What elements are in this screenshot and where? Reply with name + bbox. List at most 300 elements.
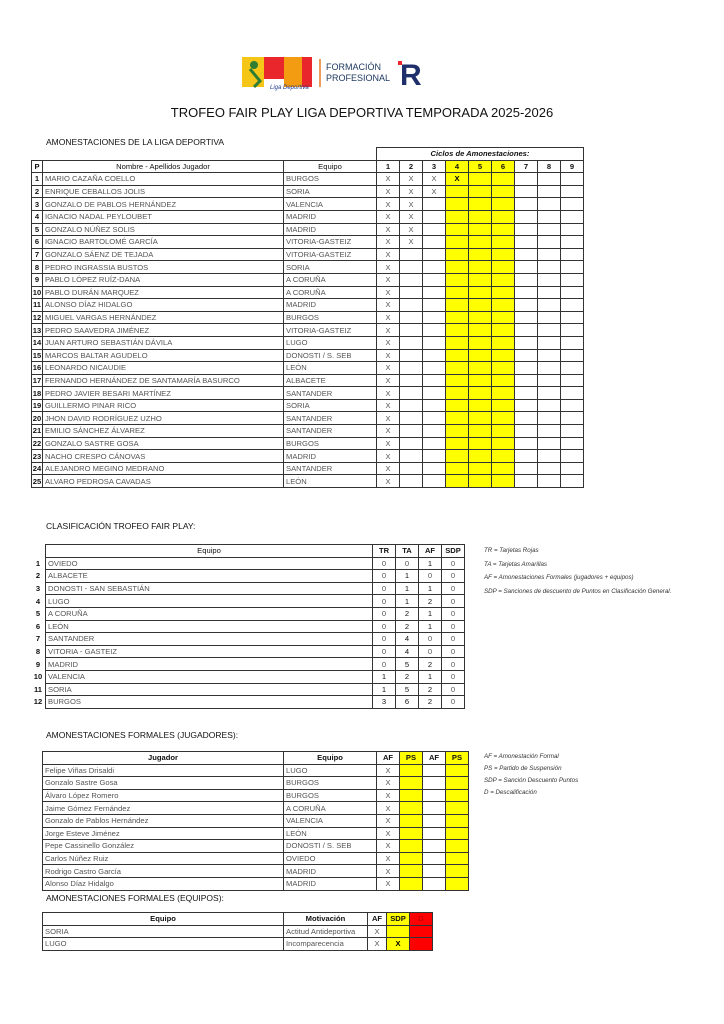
player-team: DONOSTI / S. SEB: [284, 349, 377, 362]
cycle-cell: [538, 185, 561, 198]
ranking-row: [31, 670, 465, 683]
formales-jugadores-heading: AMONESTACIONES FORMALES (JUGADORES):: [46, 730, 239, 740]
cycle-cell: [515, 387, 538, 400]
af1-mark: X: [377, 865, 400, 878]
player-name: GONZALO NÚÑEZ SOLIS: [43, 223, 284, 236]
af2-cell: [423, 840, 446, 853]
player-team: BURGOS: [284, 311, 377, 324]
row-position: 4: [32, 210, 43, 223]
af2-cell: [423, 764, 446, 777]
cycle-cell: [515, 425, 538, 438]
cycle-cell: [538, 210, 561, 223]
formal-team-row: [43, 938, 433, 951]
cycle-cell: [446, 475, 469, 488]
cycle-cell: [561, 223, 584, 236]
cycle-cell: [561, 412, 584, 425]
player-name: ALONSO DÍAZ HIDALGO: [43, 299, 284, 312]
stat-ta: 2: [396, 670, 419, 683]
player-row: [32, 349, 584, 362]
player-name: Carlos Núñez Ruiz: [43, 852, 284, 865]
cycle-cell: [400, 399, 423, 412]
player-name: EMILIO SÁNCHEZ ÁLVAREZ: [43, 425, 284, 438]
cycle-cell: [492, 286, 515, 299]
cycle-cell: [561, 185, 584, 198]
af-mark: X: [368, 938, 387, 951]
ranking-row: [31, 645, 465, 658]
cycle-cell: [423, 248, 446, 261]
cycle-cell: [400, 437, 423, 450]
ps2-cell: [446, 840, 469, 853]
legend-af: AF = Amonestación Formal: [484, 753, 559, 760]
cycle-cell: [446, 185, 469, 198]
player-row: [32, 425, 584, 438]
cycle-cell: [492, 210, 515, 223]
player-team: SORIA: [284, 261, 377, 274]
ps2-cell: [446, 814, 469, 827]
stat-ta: 5: [396, 683, 419, 696]
cycle-cell: [561, 261, 584, 274]
cycle-cell: [492, 412, 515, 425]
cycle-cell: [492, 173, 515, 186]
cycle-cell: [469, 412, 492, 425]
ranking-row: [31, 582, 465, 595]
player-name: ALEJANDRO MEGINO MEDRANO: [43, 462, 284, 475]
player-row: [32, 198, 584, 211]
rank-position: 6: [35, 621, 41, 631]
player-row: [32, 236, 584, 249]
formal-player-row: [43, 814, 469, 827]
cycle-cell: [400, 425, 423, 438]
row-position: 1: [32, 173, 43, 186]
cycle-cell: [400, 362, 423, 375]
row-position: 13: [32, 325, 42, 335]
cycle-mark: X: [377, 173, 400, 186]
col-af: AF: [368, 913, 387, 926]
stat-af: 0: [419, 645, 442, 658]
cycle-cell: [538, 299, 561, 312]
player-team: VITORIA-GASTEIZ: [284, 248, 377, 261]
stat-sdp: 0: [442, 633, 465, 646]
cycle-cell: [423, 324, 446, 337]
player-name: IGNACIO BARTOLOMÉ GARCÍA: [43, 236, 284, 249]
cycle-cell: [561, 387, 584, 400]
formal-player-row: [43, 789, 469, 802]
cycle-mark: X: [377, 412, 400, 425]
player-name: PEDRO SAAVEDRA JIMÉNEZ: [43, 324, 284, 337]
cycle-cell: [446, 387, 469, 400]
cycle-mark: X: [377, 450, 400, 463]
team-name: LUGO: [46, 595, 373, 608]
col-ta: TA: [396, 545, 419, 558]
player-name: GONZALO SASTRE GOSA: [43, 437, 284, 450]
cycle-cell: [469, 324, 492, 337]
sdp-mark: X: [387, 938, 410, 951]
cycle-cell: [469, 273, 492, 286]
cycle-cell: [561, 450, 584, 463]
cycle-cell: [469, 311, 492, 324]
amonestaciones-heading: AMONESTACIONES DE LA LIGA DEPORTIVA: [46, 137, 225, 147]
cycle-cell: [561, 374, 584, 387]
cycle-cell: [538, 324, 561, 337]
cycle-cell: [423, 236, 446, 249]
ps1-cell: [400, 764, 423, 777]
player-team: LEÓN: [284, 362, 377, 375]
cycle-cell: [400, 336, 423, 349]
player-row: [32, 210, 584, 223]
col-equipo: Equipo: [46, 545, 373, 558]
cycle-cell: [446, 425, 469, 438]
cycle-cell: [515, 236, 538, 249]
formales-equipos-heading: AMONESTACIONES FORMALES (EQUIPOS):: [46, 893, 224, 903]
cycle-cell: [446, 273, 469, 286]
cycle-mark: X: [400, 173, 423, 186]
stat-ta: 1: [396, 595, 419, 608]
cycle-cell: [561, 311, 584, 324]
ps2-cell: [446, 865, 469, 878]
stat-af: 1: [419, 557, 442, 570]
fpu-logo-icon: [240, 53, 430, 93]
player-name: GUILLERMO PINAR RICO: [43, 399, 284, 412]
col-tr: TR: [373, 545, 396, 558]
cycle-cell: [561, 236, 584, 249]
cycle-cell: [423, 210, 446, 223]
player-name: MARIO CAZAÑA COELLO: [43, 173, 284, 186]
formal-player-row: [43, 852, 469, 865]
player-team: MADRID: [284, 877, 377, 890]
ranking-row: [31, 570, 465, 583]
team-name: ALBACETE: [46, 570, 373, 583]
cycle-cell: [515, 437, 538, 450]
af1-mark: X: [377, 789, 400, 802]
cycle-cell: [446, 236, 469, 249]
cycle-cell: [538, 311, 561, 324]
team-name: LUGO: [43, 938, 284, 951]
legend-af: AF = Amonestaciones Formales (jugadores + equipos): [484, 574, 634, 581]
player-team: BURGOS: [284, 789, 377, 802]
cycle-cell: [538, 198, 561, 211]
stat-tr: 1: [373, 670, 396, 683]
player-row: [32, 450, 584, 463]
col-sdp: SDP: [387, 913, 410, 926]
stat-af: 2: [419, 658, 442, 671]
ps2-cell: [446, 877, 469, 890]
cycle-cell: [515, 412, 538, 425]
cycle-mark: X: [377, 223, 400, 236]
clasificacion-heading: CLASIFICACIÓN TROFEO FAIR PLAY:: [46, 521, 196, 531]
af2-cell: [423, 789, 446, 802]
cycle-cell: [515, 311, 538, 324]
cycle-cell: [538, 462, 561, 475]
col-cycle-5: 5: [469, 160, 492, 173]
team-name: BURGOS: [46, 696, 373, 709]
stat-ta: 5: [396, 658, 419, 671]
motivation: Actitud Antideportiva: [284, 925, 368, 938]
cycle-cell: [400, 311, 423, 324]
af1-mark: X: [377, 802, 400, 815]
cycle-cell: [561, 273, 584, 286]
cycle-cell: [469, 462, 492, 475]
stat-tr: 0: [373, 645, 396, 658]
col-equipo: Equipo: [284, 752, 377, 765]
row-position: 24: [32, 464, 42, 474]
player-row: [32, 336, 584, 349]
col-cycle-2: 2: [400, 160, 423, 173]
rank-position: 3: [35, 584, 41, 594]
cycle-cell: [515, 450, 538, 463]
col-team: Equipo: [284, 160, 377, 173]
cycle-cell: [446, 210, 469, 223]
player-name: ALVARO PEDROSA CAVADAS: [43, 475, 284, 488]
team-name: OVIEDO: [46, 557, 373, 570]
cycle-cell: [446, 324, 469, 337]
ranking-row: [31, 696, 465, 709]
col-af: AF: [419, 545, 442, 558]
d-mark: [410, 938, 433, 951]
cycle-cell: [400, 412, 423, 425]
stat-ta: 2: [396, 607, 419, 620]
motivation: Incomparecencia: [284, 938, 368, 951]
player-name: PABLO DURÁN MARQUEZ: [43, 286, 284, 299]
cycle-cell: [469, 387, 492, 400]
af1-mark: X: [377, 764, 400, 777]
cycle-cell: [400, 299, 423, 312]
stat-sdp: 0: [442, 582, 465, 595]
cycle-cell: [561, 210, 584, 223]
cycle-cell: [515, 273, 538, 286]
stat-af: 1: [419, 670, 442, 683]
player-team: SANTANDER: [284, 412, 377, 425]
af2-cell: [423, 777, 446, 790]
row-position: 16: [32, 363, 42, 373]
ranking-row: [31, 595, 465, 608]
player-row: [32, 475, 584, 488]
player-team: VITORIA-GASTEIZ: [284, 236, 377, 249]
cycle-cell: [400, 450, 423, 463]
col-cycle-4: 4: [446, 160, 469, 173]
cycle-cell: [515, 374, 538, 387]
cycle-cell: [515, 210, 538, 223]
player-team: SORIA: [284, 185, 377, 198]
player-row: [32, 311, 584, 324]
cycle-cell: [469, 336, 492, 349]
col-p: P: [32, 160, 43, 173]
cycle-cell: [446, 450, 469, 463]
col-af1: AF: [377, 752, 400, 765]
cycle-cell: [446, 286, 469, 299]
cycle-cell: [538, 362, 561, 375]
cycle-cell: [515, 462, 538, 475]
player-team: MADRID: [284, 210, 377, 223]
formal-player-row: [43, 865, 469, 878]
stat-tr: 1: [373, 683, 396, 696]
team-name: MADRID: [46, 658, 373, 671]
svg-text:FORMACIÓN: FORMACIÓN: [326, 62, 381, 72]
player-name: LEONARDO NICAUDIE: [43, 362, 284, 375]
stat-af: 0: [419, 633, 442, 646]
cycle-cell: [515, 248, 538, 261]
cycle-mark: X: [377, 311, 400, 324]
col-cycle-9: 9: [561, 160, 584, 173]
cycle-mark: X: [377, 349, 400, 362]
player-team: ALBACETE: [284, 374, 377, 387]
stat-ta: 6: [396, 696, 419, 709]
cycle-cell: [446, 248, 469, 261]
row-position: 11: [32, 300, 42, 310]
player-row: [32, 248, 584, 261]
row-position: 25: [32, 476, 42, 486]
stat-af: 2: [419, 696, 442, 709]
cycle-cell: [423, 387, 446, 400]
stat-af: 2: [419, 683, 442, 696]
player-row: [32, 462, 584, 475]
cycle-cell: [492, 223, 515, 236]
cycle-mark: X: [377, 324, 400, 337]
cycle-cell: [515, 324, 538, 337]
player-team: OVIEDO: [284, 852, 377, 865]
col-cycle-3: 3: [423, 160, 446, 173]
player-name: IGNACIO NADAL PEYLOUBET: [43, 210, 284, 223]
row-position: 10: [32, 287, 42, 297]
af1-mark: X: [377, 827, 400, 840]
cycle-cell: [515, 362, 538, 375]
cycle-cell: [492, 387, 515, 400]
cycle-mark: X: [377, 286, 400, 299]
cycle-cell: [538, 248, 561, 261]
cycle-cell: [538, 349, 561, 362]
row-position: 23: [32, 451, 42, 461]
af2-cell: [423, 852, 446, 865]
stat-sdp: 0: [442, 645, 465, 658]
team-name: VITORIA - GASTEIZ: [46, 645, 373, 658]
stat-tr: 0: [373, 658, 396, 671]
player-name: Gonzalo Sastre Gosa: [43, 777, 284, 790]
player-name: Álvaro López Romero: [43, 789, 284, 802]
af1-mark: X: [377, 777, 400, 790]
ranking-row: [31, 607, 465, 620]
cycle-cell: [561, 475, 584, 488]
cycle-cell: [423, 425, 446, 438]
cycle-cell: [446, 299, 469, 312]
rank-position: 9: [35, 659, 41, 669]
cycle-cell: [492, 399, 515, 412]
cycle-cell: [492, 311, 515, 324]
cycle-cell: [400, 324, 423, 337]
player-name: PEDRO INGRASSIA BUSTOS: [43, 261, 284, 274]
cycle-cell: [561, 198, 584, 211]
cycle-cell: [400, 286, 423, 299]
formal-player-row: [43, 840, 469, 853]
cycle-mark: X: [400, 198, 423, 211]
stat-tr: 3: [373, 696, 396, 709]
rank-position: 8: [35, 647, 41, 657]
svg-text:R: R: [400, 59, 422, 92]
ranking-row: [31, 633, 465, 646]
af1-mark: X: [377, 840, 400, 853]
cycle-cell: [446, 362, 469, 375]
stat-sdp: 0: [442, 658, 465, 671]
legend-sdp: SDP = Sanciones de descuento de Puntos en Clasificación General.: [484, 587, 672, 595]
cycle-cell: [469, 349, 492, 362]
stat-tr: 0: [373, 582, 396, 595]
ps1-cell: [400, 865, 423, 878]
col-ps2: PS: [446, 752, 469, 765]
ps1-cell: [400, 840, 423, 853]
player-team: MADRID: [284, 865, 377, 878]
player-team: DONOSTI / S. SEB: [284, 840, 377, 853]
cycle-cell: [515, 261, 538, 274]
player-team: MADRID: [284, 450, 377, 463]
stat-ta: 4: [396, 645, 419, 658]
player-team: MADRID: [284, 223, 377, 236]
player-team: LUGO: [284, 764, 377, 777]
cycle-cell: [469, 286, 492, 299]
player-team: LEÓN: [284, 475, 377, 488]
cycle-cell: [446, 261, 469, 274]
cycle-cell: [400, 273, 423, 286]
svg-text:PROFESIONAL: PROFESIONAL: [326, 73, 391, 83]
player-name: Jaime Gómez Fernández: [43, 802, 284, 815]
cycle-cell: [423, 462, 446, 475]
af1-mark: X: [377, 852, 400, 865]
player-row: [32, 387, 584, 400]
cycle-cell: [538, 425, 561, 438]
team-name: A CORUÑA: [46, 607, 373, 620]
player-name: Jorge Esteve Jiménez: [43, 827, 284, 840]
team-name: LEÓN: [46, 620, 373, 633]
player-team: A CORUÑA: [284, 802, 377, 815]
cycle-cell: [423, 399, 446, 412]
player-team: LEÓN: [284, 827, 377, 840]
cycle-cell: [515, 198, 538, 211]
stat-tr: 0: [373, 595, 396, 608]
player-row: [32, 374, 584, 387]
formal-player-row: [43, 877, 469, 890]
cycle-mark: X: [377, 198, 400, 211]
player-row: [32, 324, 584, 337]
header-logos: [240, 53, 430, 93]
row-position: 7: [32, 248, 43, 261]
row-position: 19: [32, 401, 42, 411]
legend-ta: TA = Tarjetas Amarillas: [484, 560, 547, 568]
ps1-cell: [400, 777, 423, 790]
cycle-cell: [423, 223, 446, 236]
col-jugador: Jugador: [43, 752, 284, 765]
stat-sdp: 0: [442, 683, 465, 696]
sdp-mark: [387, 925, 410, 938]
cycle-cell: [446, 349, 469, 362]
row-position: 12: [32, 313, 42, 323]
player-team: BURGOS: [284, 777, 377, 790]
cycle-cell: [492, 374, 515, 387]
cycle-cell: [469, 437, 492, 450]
player-name: JHON DAVID RODRÍGUEZ UZHO: [43, 412, 284, 425]
cycle-mark: X: [446, 173, 469, 186]
player-name: MIGUEL VARGAS HERNÁNDEZ: [43, 311, 284, 324]
cycle-mark: X: [377, 387, 400, 400]
ps2-cell: [446, 764, 469, 777]
cycle-cell: [538, 261, 561, 274]
formales-jugadores-table: [42, 751, 469, 891]
stat-sdp: 0: [442, 570, 465, 583]
stat-sdp: 0: [442, 620, 465, 633]
stat-af: 1: [419, 620, 442, 633]
cycle-cell: [492, 261, 515, 274]
row-position: 15: [32, 350, 42, 360]
cycle-cell: [423, 475, 446, 488]
cycle-cell: [561, 173, 584, 186]
player-row: [32, 185, 584, 198]
cycle-cell: [538, 273, 561, 286]
